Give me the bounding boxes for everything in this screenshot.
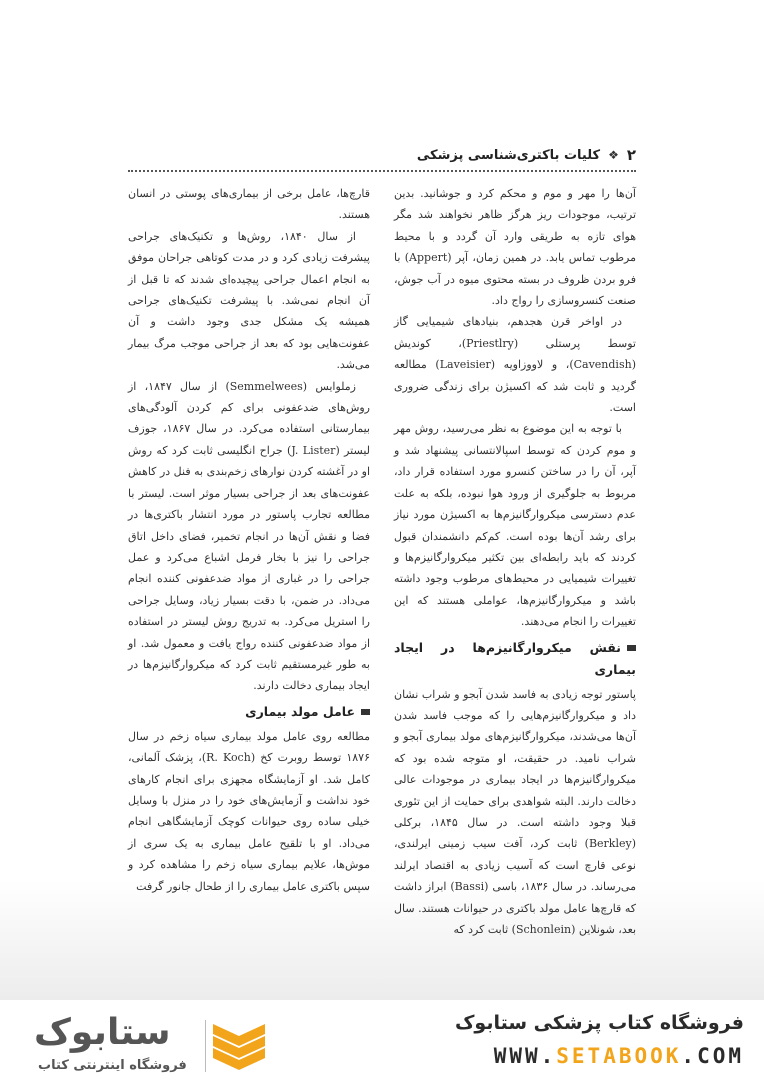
logo-wordmark: ستابوک	[34, 1012, 171, 1053]
section-heading-text: عامل مولد بیماری	[245, 703, 355, 719]
store-footer-banner	[0, 1000, 764, 1080]
store-url[interactable]	[494, 1044, 744, 1068]
url-brand: SETABOOK	[556, 1044, 682, 1068]
square-bullet-icon	[361, 709, 370, 715]
url-prefix: WWW.	[493, 1044, 557, 1068]
paragraph: قارچ‌ها، عامل برخی از بیماری‌های پوستی در انسان هستند.	[128, 187, 370, 222]
right-column	[394, 183, 636, 940]
logo-divider	[205, 1020, 206, 1072]
left-column	[128, 183, 370, 897]
chevron-logo-icon	[213, 1022, 265, 1072]
paragraph: آن‌ها را مهر و موم و محکم کرد و جوشانید. بدین ترتیب، موجودات ریز هرگز ظاهر نخواهند شد مگر هوای تازه به طریقی وارد آن گردد و با محیط مرطوب تماس یابد. در همین زمان، آپر (Appert) با فرو بردن ظروف در بسته محتوی میوه در آب جوش، صنعت کنسروسازی را رواج داد.	[394, 187, 637, 308]
section-heading	[394, 637, 636, 681]
paragraph: پاستور توجه زیادی به فاسد شدن آبجو و شراب نشان داد و میکروارگانیزم‌هایی را که موجب فاسد شدن آن‌ها می‌شدند، میکروارگانیزم‌های مولد بیماری آبجو و شراب نامید. در حقیقت، او متوجه شده بود که میکروارگانیزم‌ها در ایجاد بیماری در موجودات عالی دخالت دارند. البته شواهدی برای حمایت از این تئوری قبلا وجود داشته است. در سال ۱۸۴۵، برکلی (Berkley) ثابت کرد، آفت سیب زمینی ایرلندی، نوعی قارچ است که آسیب زیادی به اقتصاد ایرلند می‌رساند. در سال ۱۸۳۶، باسی (Bassi) ابراز داشت که قارچ‌ها عامل مولد باکتری در حیوانات هستند. سال بعد، شونلاین (Schonlein) ثابت کرد که	[394, 687, 636, 936]
square-bullet-icon	[627, 645, 636, 651]
diamond-icon: ❖	[608, 148, 619, 162]
paragraph: مطالعه روی عامل مولد بیماری سیاه زخم در سال ۱۸۷۶ توسط روبرت کخ (R. Koch)، پزشک آلمانی، کامل شد. او آزمایشگاه مجهزی برای انجام کارهای خود نداشت و آزمایش‌های خود را در منزل با وسایل خیلی ساده روی حیوانات کوچک آزمایشگاهی انجام می‌داد. او با تلقیح عامل بیماری به یک سری از موش‌ها، علایم بیماری سیاه زخم را مشاهده کرد و سپس باکتری عامل بیماری را از طحال جانور گرفت	[128, 729, 370, 893]
url-suffix: .COM	[681, 1044, 744, 1068]
store-name: فروشگاه کتاب پزشکی ستابوک	[454, 1012, 744, 1034]
paragraph: در اواخر قرن هجدهم، بنیادهای شیمیایی گاز توسط پرستلی (Priestlry)، کوندیش (Cavendish)، و لاووزاویه (Laveisier) مطالعه گردید و ثابت شد که اکسیژن برای زندگی ضروری است.	[394, 315, 636, 415]
header-divider	[128, 170, 636, 172]
chapter-title: کلیات باکتری‌شناسی پزشکی	[416, 147, 601, 163]
section-heading	[128, 701, 370, 723]
section-heading-text: نقش میکروارگانیزم‌ها در ایجاد بیماری	[394, 639, 636, 677]
paragraph: با توجه به این موضوع به نظر می‌رسید، روش مهر و موم کردن که توسط اسپالانتسانی پیشنهاد شد و آپر، آن را در ساختن کنسرو مورد استفاده قرار داد، مربوط به جلوگیری از ورود هوا نبوده، بلکه به علت عدم دسترسی میکروارگانیزم‌ها به اکسیژن مورد نیاز برای رشد آن‌ها بوده است. کم‌کم دانشمندان قبول کردند که باید رابطه‌ای بین تکثیر میکروارگانیزم‌ها و تغییرات شیمیایی در محیط‌های مرطوب وجود داشته باشد و میکروارگانیزم‌ها، عواملی هستند که این تغییرات را انجام می‌دهند.	[394, 422, 636, 629]
paragraph: زملوایس (Semmelwees) از سال ۱۸۴۷، از روش‌های ضدعفونی برای کم کردن آلودگی‌های بیمارستانی استفاده می‌کرد. در سال ۱۸۶۷، جوزف لیستر (J. Lister) جراح انگلیسی ثابت کرد که روش او در آغشته کردن نوارهای زخم‌بندی به فنل در کاهش عفونت‌های بعد از جراحی بسیار موثر است. لیستر با مطالعه تجارب پاستور در مورد انتشار باکتری‌ها در فضا و نقش آن‌ها در انجام تخمیر، فضای داخل اتاق جراحی را نیز با بخار فرمل اشباع می‌کرد و عمل جراحی را در غباری از مواد ضدعفونی کننده انجام می‌داد. در ضمن، با دقت بسیار زیاد، وسایل جراحی را استریل می‌کرد. به تدریج روش لیستر در استفاده از مواد ضدعفونی کننده رواج یافت و معمول شد. او به طور غیرمستقیم ثابت کرد که میکروارگانیزم‌ها در ایجاد بیماری دخالت دارند.	[128, 379, 370, 693]
page-number: ۲	[626, 146, 636, 164]
logo-subtitle: فروشگاه اینترنتی کتاب	[38, 1058, 187, 1073]
running-header	[417, 146, 636, 164]
paragraph: از سال ۱۸۴۰، روش‌ها و تکنیک‌های جراحی پیشرفت زیادی کرد و در مدت کوتاهی جراحان موفق به انجام اعمال جراحی پیچیده‌ای شدند که تا قبل از آن انجام نمی‌شد. با پیشرفت تکنیک‌های جراحی همیشه یک مشکل جدی وجود داشت و آن عفونت‌هایی بود که بعد از جراحی موجب مرگ بیمار می‌شد.	[128, 229, 370, 372]
